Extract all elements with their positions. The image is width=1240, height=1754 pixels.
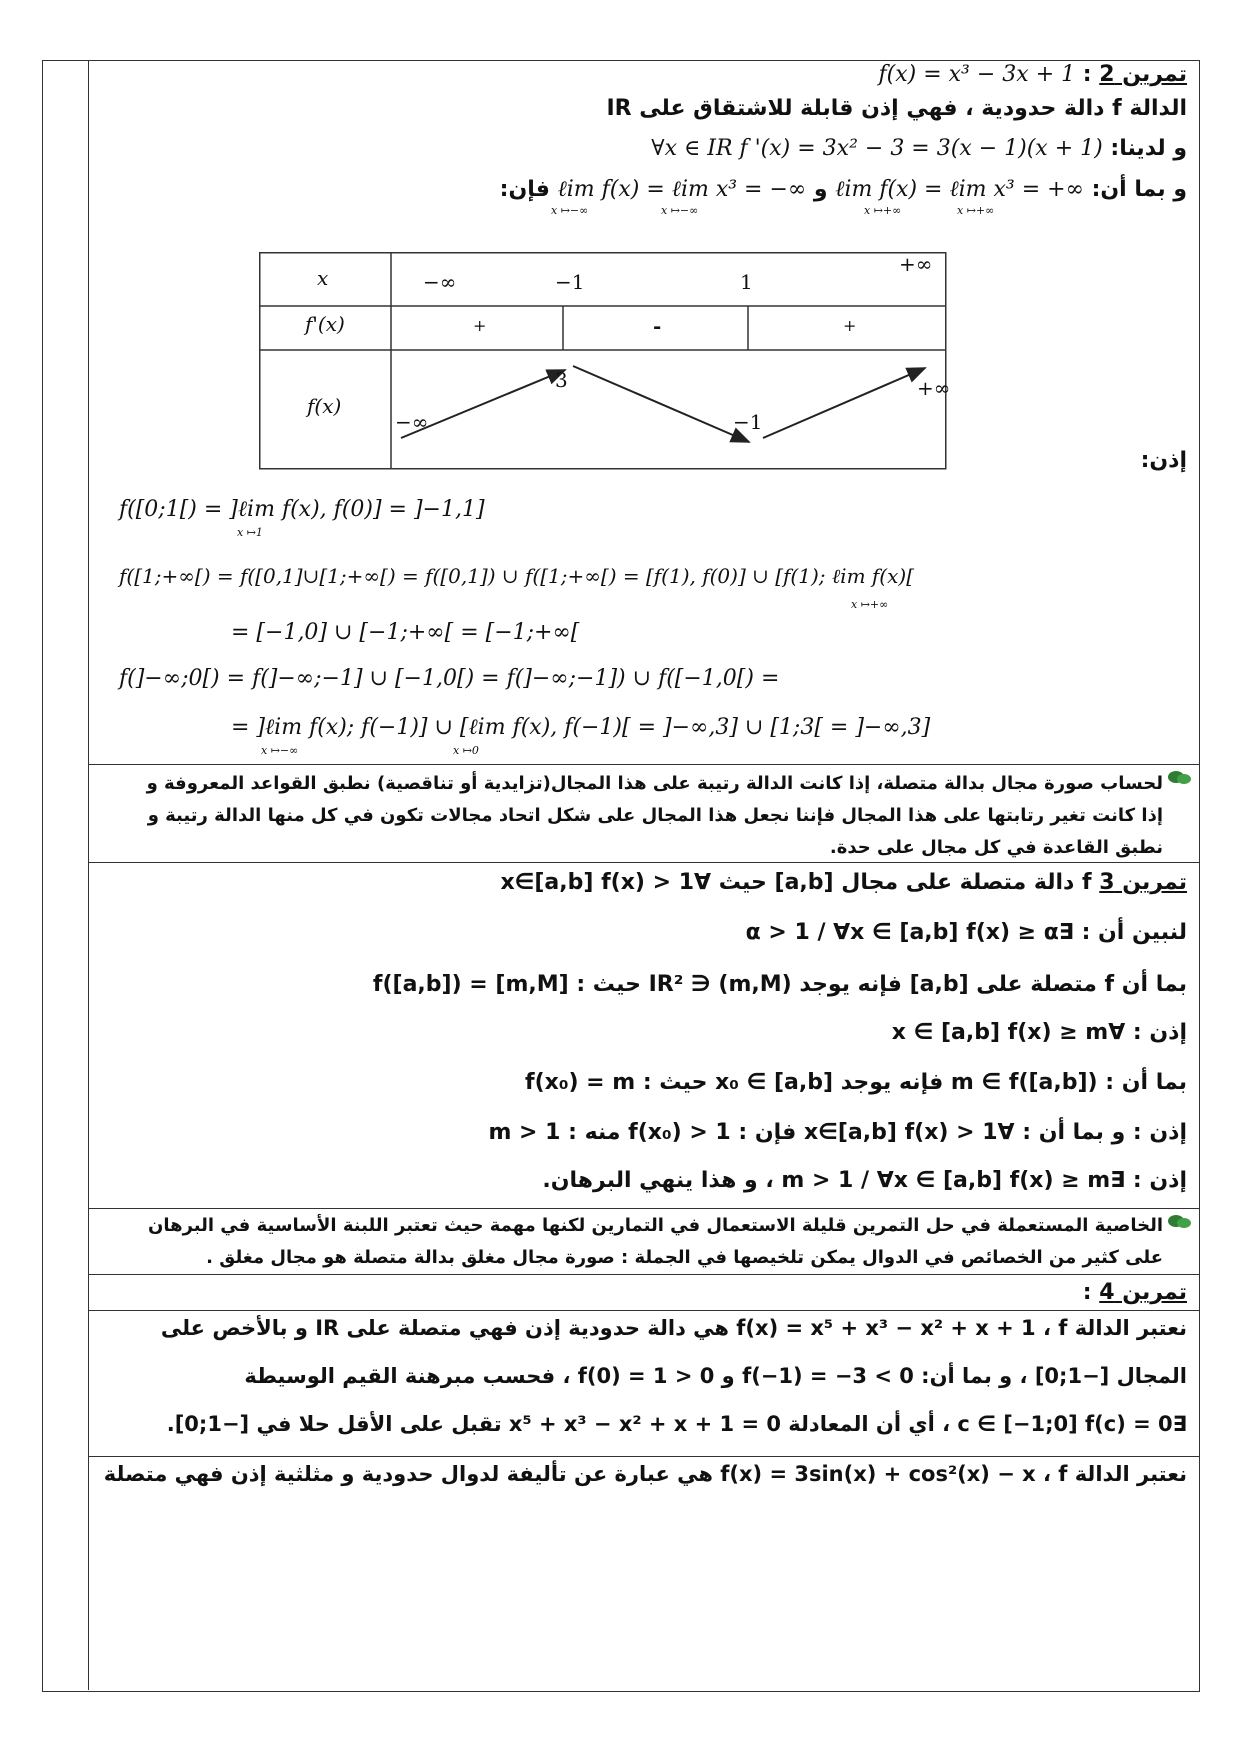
divider-1 — [89, 764, 1199, 765]
ex4-title: تمرين 4 — [1099, 1280, 1187, 1305]
ex3-line2: بما أن f متصلة على [a,b] فإنه يوجد (m,M) ∈ IR² حيث : f([a,b]) = [m,M] — [372, 972, 1187, 997]
ex2-note: لحساب صورة مجال بدالة متصلة، إذا كانت الدالة رتيبة على هذا المجال(تزايدية أو تناقصية) نطبق القواعد المعروفة و إذا كانت تغير رتابتها على هذا المجال فإننا نجعل هذا المجال على شكل اتحاد مجالات تكون في كل منها الدالة رتيبة و نطبق القاعدة في كل مجال على حدة. — [146, 773, 1163, 858]
ex2-limits-label: و بما أن: — [1091, 177, 1187, 202]
ex2-and: و — [813, 177, 828, 202]
ex2-line-limits — [500, 176, 1187, 202]
ex2-eq3: = [−1,0] ∪ [−1;+∞[ = [−1;+∞[ — [231, 620, 580, 645]
ex4-line1: نعتبر الدالة f(x) = x⁵ + x³ − x² + x + 1 ، f هي دالة حدودية إذن فهي متصلة على IR و بالأخص على — [160, 1316, 1187, 1340]
x-value-plus-inf: +∞ — [899, 252, 933, 276]
ex2-line-derivative — [651, 136, 1187, 161]
ex2-then: فإن: — [499, 177, 550, 202]
ex2-eq5-sub2: x ↦0 — [453, 744, 479, 757]
variation-table — [259, 252, 1019, 496]
comment-icon-2 — [1167, 1214, 1191, 1230]
ex3-header — [500, 870, 1187, 895]
ex3-note: الخاصية المستعملة في حل التمرين قليلة الاستعمال في التمارين لكنها مهمة حيث تعتبر اللبنة الأساسية في البرهان على كثير من الخصائص في الدوال يمكن تلخيصها في الجملة : صورة مجال مغلق بدالة متصلة هو مجال مغلق . — [147, 1215, 1163, 1268]
ex2-limit-minus-inf: ℓim f(x) = ℓim x³ = −∞ — [557, 177, 807, 202]
x-value-minus-1: −1 — [555, 270, 585, 294]
ex3-statement: f دالة متصلة على مجال [a,b] حيث ∀x∈[a,b] f(x) > 1 — [500, 870, 1092, 895]
ex4-line3: ∃c ∈ [−1;0] f(c) = 0 ، أي أن المعادلة x⁵ + x³ − x² + x + 1 = 0 تقبل على الأقل حلا في [−1;0]. — [166, 1412, 1187, 1436]
ex4-header — [1083, 1280, 1187, 1305]
sign-1: + — [473, 316, 487, 335]
ex2-eq1-sub: x ↦1 — [237, 526, 263, 539]
f-value-minus-1: −1 — [733, 410, 763, 434]
ex2-eq5: = ]ℓim f(x); f(−1)] ∪ [ℓim f(x), f(−1)[ = ]−∞,3] ∪ [1;3[ = ]−∞,3] — [231, 715, 931, 740]
ex2-derivative-label: و لدينا: — [1110, 136, 1187, 161]
ex3-line5: إذن : و بما أن : ∀x∈[a,b] f(x) > 1 فإن : f(x₀) > 1 منه : m > 1 — [488, 1120, 1187, 1145]
ex2-eq1: f([0;1[) = ]ℓim f(x), f(0)] = ]−1,1] — [119, 497, 485, 522]
ex2-eq2-sub: x ↦+∞ — [851, 598, 889, 611]
ex2-eq5-sub1: x ↦−∞ — [261, 744, 299, 757]
table-label-x: x — [317, 266, 329, 290]
comment-icon — [1167, 770, 1191, 786]
sign-2: - — [653, 314, 662, 338]
table-label-f: f(x) — [307, 394, 342, 418]
ex2-sub-plusinf-2: x ↦+∞ — [957, 204, 995, 217]
ex3-line3: إذن : ∀x ∈ [a,b] f(x) ≥ m — [891, 1020, 1187, 1045]
f-value-3: 3 — [555, 368, 568, 392]
ex2-limit-plus-inf: ℓim f(x) = ℓim x³ = +∞ — [835, 177, 1084, 202]
arrow-increasing-2 — [763, 368, 925, 438]
ex3-line6: إذن : ∃m > 1 / ∀x ∈ [a,b] f(x) ≥ m ، و هذا ينهي البرهان. — [542, 1168, 1187, 1193]
x-value-minus-inf: −∞ — [423, 270, 457, 294]
variation-table-grid — [259, 252, 1019, 496]
table-label-fprime: f'(x) — [305, 312, 345, 336]
divider-4 — [89, 1274, 1199, 1275]
ex3-line1: لنبين أن : ∃α > 1 / ∀x ∈ [a,b] f(x) ≥ α — [745, 920, 1187, 945]
ex2-eq2: f([1;+∞[) = f([0,1]∪[1;+∞[) = f([0,1]) ∪ f([1;+∞[) = [f(1), f(0)] ∪ [f(1); ℓim f(x)[ — [119, 564, 914, 588]
ex2-sub-minusinf-1: x ↦−∞ — [551, 204, 589, 217]
sign-3: + — [843, 316, 857, 335]
ex2-line-derivable: الدالة f دالة حدودية ، فهي إذن قابلة للاشتقاق على IR — [606, 96, 1187, 121]
ex2-function: f(x) = x³ − 3x + 1 — [878, 62, 1076, 87]
ex2-eq4: f(]−∞;0[) = f(]−∞;−1] ∪ [−1,0[) = f(]−∞;−1]) ∪ f([−1,0[) = — [119, 666, 780, 691]
ex3-line4: بما أن : m ∈ f([a,b]) فإنه يوجد x₀ ∈ [a,b] حيث : f(x₀) = m — [525, 1070, 1187, 1095]
x-value-1: 1 — [740, 270, 753, 294]
divider-2 — [89, 862, 1199, 863]
f-value-plus-inf: +∞ — [917, 376, 951, 400]
divider-6 — [89, 1456, 1199, 1457]
ex2-sub-minusinf-2: x ↦−∞ — [661, 204, 699, 217]
left-margin-column — [42, 60, 89, 1690]
ex2-title: تمرين 2 — [1099, 62, 1187, 87]
arrow-decreasing — [573, 366, 749, 442]
ex3-title: تمرين 3 — [1099, 870, 1187, 895]
divider-3 — [89, 1208, 1199, 1209]
ex2-idhan: إذن: — [1140, 448, 1187, 473]
main-content — [89, 60, 1199, 1690]
ex2-header: تمرين 2 : f(x) = x³ − 3x + 1 — [878, 62, 1187, 87]
ex4-line4: نعتبر الدالة f(x) = 3sin(x) + cos²(x) − x ، f هي عبارة عن تأليفة لدوال حدودية و مثلثية إذن فهي متصلة — [103, 1462, 1187, 1486]
f-value-minus-inf: −∞ — [395, 410, 429, 434]
divider-5 — [89, 1310, 1199, 1311]
ex4-line2: المجال [−1;0] ، و بما أن: f(−1) = −3 < 0 و f(0) = 1 > 0 ، فحسب مبرهنة القيم الوسيطة — [244, 1364, 1187, 1388]
ex2-derivative-formula: ∀x ∈ IR f '(x) = 3x² − 3 = 3(x − 1)(x + 1) — [651, 136, 1103, 161]
ex2-sub-plusinf-1: x ↦+∞ — [864, 204, 902, 217]
ex4-colon: : — [1082, 1280, 1092, 1305]
